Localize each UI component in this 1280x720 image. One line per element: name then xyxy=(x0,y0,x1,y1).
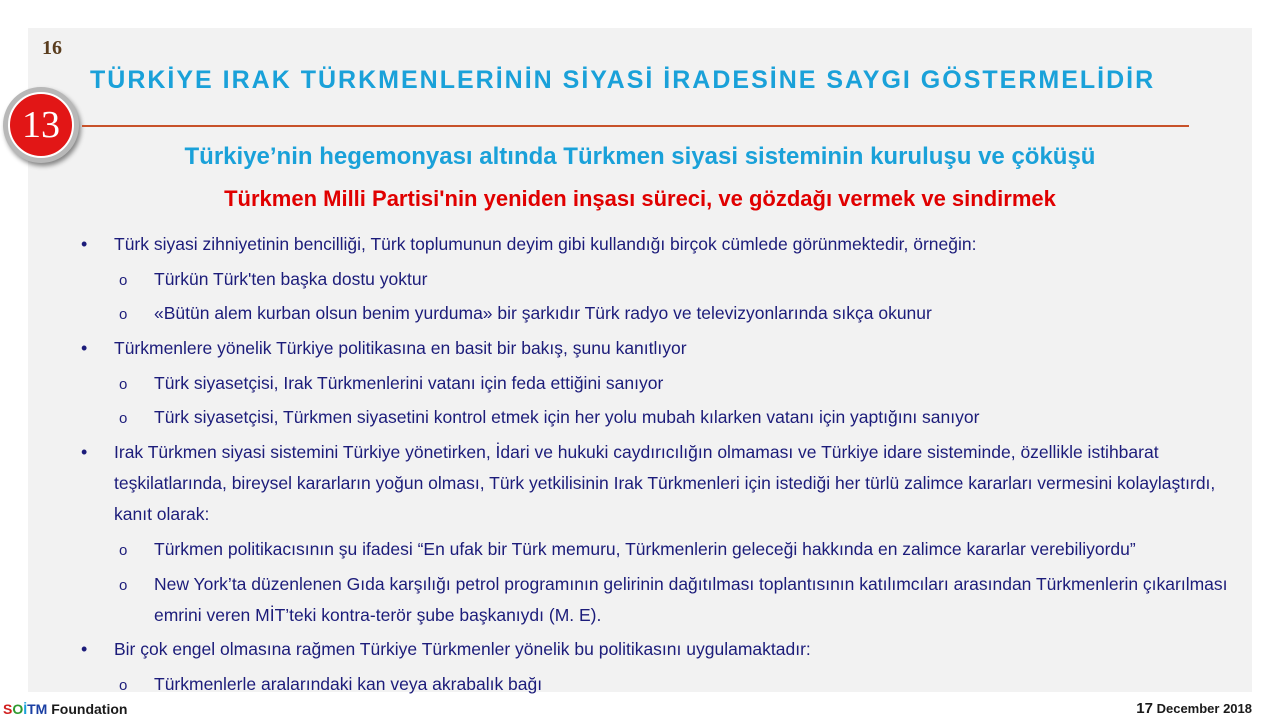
sub-bullet-text: New York’ta düzenlenen Gıda karşılığı petrol programının gelirinin dağıtılması toplantısının katılımcıları arasından Türkmenlerin çıkarılması emrini veren MİT’teki kontra-terör şube başkanıydı (M. E). xyxy=(154,573,1228,625)
sub-bullet-item xyxy=(78,669,1228,700)
sub-bullet-text: Türkmenlerle aralarındaki kan veya akrabalık bağı xyxy=(154,673,543,694)
sub-bullet-text: Türk siyasetçisi, Irak Türkmenlerini vatanı için feda ettiğini sanıyor xyxy=(154,372,664,393)
bullet-item xyxy=(78,333,1228,364)
sub-bullet-item xyxy=(78,402,1228,433)
footer-brand xyxy=(3,701,127,717)
content-list xyxy=(78,229,1228,704)
sub-bullet-text: Türkmen politikacısının şu ifadesi “En ufak bir Türk memuru, Türkmenlerin geleceği hakkında en zalimce kararlar verebiliyordu” xyxy=(154,538,1136,559)
bullet-item xyxy=(78,437,1228,530)
sub-bullet-item xyxy=(78,264,1228,295)
sub-bullet-text: «Bütün alem kurban olsun benim yurduma» bir şarkıdır Türk radyo ve televizyonlarında sıkça okunur xyxy=(154,303,932,324)
footer-date xyxy=(1136,700,1252,717)
sub-bullet-item xyxy=(78,569,1228,631)
bullet-marker: • xyxy=(81,338,88,359)
sub-bullet-marker: o xyxy=(119,541,128,559)
bullet-text: Bir çok engel olmasına rağmen Türkiye Türkmenler yönelik bu politikasını uygulamaktadır: xyxy=(114,639,811,660)
brand-letter-o: O xyxy=(12,701,24,717)
sub-bullet-marker: o xyxy=(119,271,128,289)
sub-bullet-item xyxy=(78,534,1228,565)
bullet-text: Türk siyasi zihniyetinin bencilliği, Türk toplumunun deyim gibi kullandığı birçok cümlede görünmektedir, örneğin: xyxy=(114,234,977,254)
slide-subtitle: Türkiye’nin hegemonyası altında Türkmen siyasi sisteminin kuruluşu ve çöküşü xyxy=(184,143,1096,170)
footer-date-day: 17 xyxy=(1136,700,1153,717)
sub-bullet-marker: o xyxy=(119,576,128,594)
bullet-marker: • xyxy=(81,442,88,463)
sub-bullet-text: Türkün Türk'ten başka dostu yoktur xyxy=(154,268,428,289)
slide-number-badge-label: 13 xyxy=(8,92,74,158)
brand-letter-s: S xyxy=(3,701,13,717)
sub-bullet-marker: o xyxy=(119,676,128,694)
bullet-text: Irak Türkmen siyasi sistemini Türkiye yönetirken, İdari ve hukuki caydırıcılığın olmaması ve Türkiye idare sisteminde, özellikle istihbarat teşkilatlarında, bireysel kararların yoğun olması, Türk yetkilisinin Irak Türkmenleri için istediği her türlü zalimce kararları vermesini kolaylaştırdı, kanıt olarak: xyxy=(114,442,1216,525)
brand-letters-tm: TM xyxy=(27,701,48,717)
sub-bullet-marker: o xyxy=(119,375,128,393)
slide-subtitle-red: Türkmen Milli Partisi'nin yeniden inşası süreci, ve gözdağı vermek ve sindirmek xyxy=(224,186,1056,211)
bullet-item xyxy=(78,229,1228,260)
sub-bullet-marker: o xyxy=(119,306,128,324)
sub-bullet-item xyxy=(78,368,1228,399)
page-number: 16 xyxy=(42,37,62,59)
footer-date-rest: December 2018 xyxy=(1152,701,1252,716)
brand-letter-i: İ xyxy=(23,701,28,717)
slide-title: TÜRKİYE IRAK TÜRKMENLERİNİN SİYASİ İRADESİNE SAYGI GÖSTERMELİDİR xyxy=(90,66,1156,94)
sub-bullet-item xyxy=(78,298,1228,329)
bullet-marker: • xyxy=(81,234,88,254)
bullet-text: Türkmenlere yönelik Türkiye politikasına en basit bir bakış, şunu kanıtlıyor xyxy=(114,338,687,359)
sub-bullet-marker: o xyxy=(119,410,128,428)
brand-foundation: Foundation xyxy=(47,701,128,717)
title-divider xyxy=(82,125,1189,127)
bullet-item xyxy=(78,634,1228,665)
bullet-marker: • xyxy=(81,639,88,660)
sub-bullet-text: Türk siyasetçisi, Türkmen siyasetini kontrol etmek için her yolu mubah kılarken vatanı için yaptığını sanıyor xyxy=(154,407,980,428)
